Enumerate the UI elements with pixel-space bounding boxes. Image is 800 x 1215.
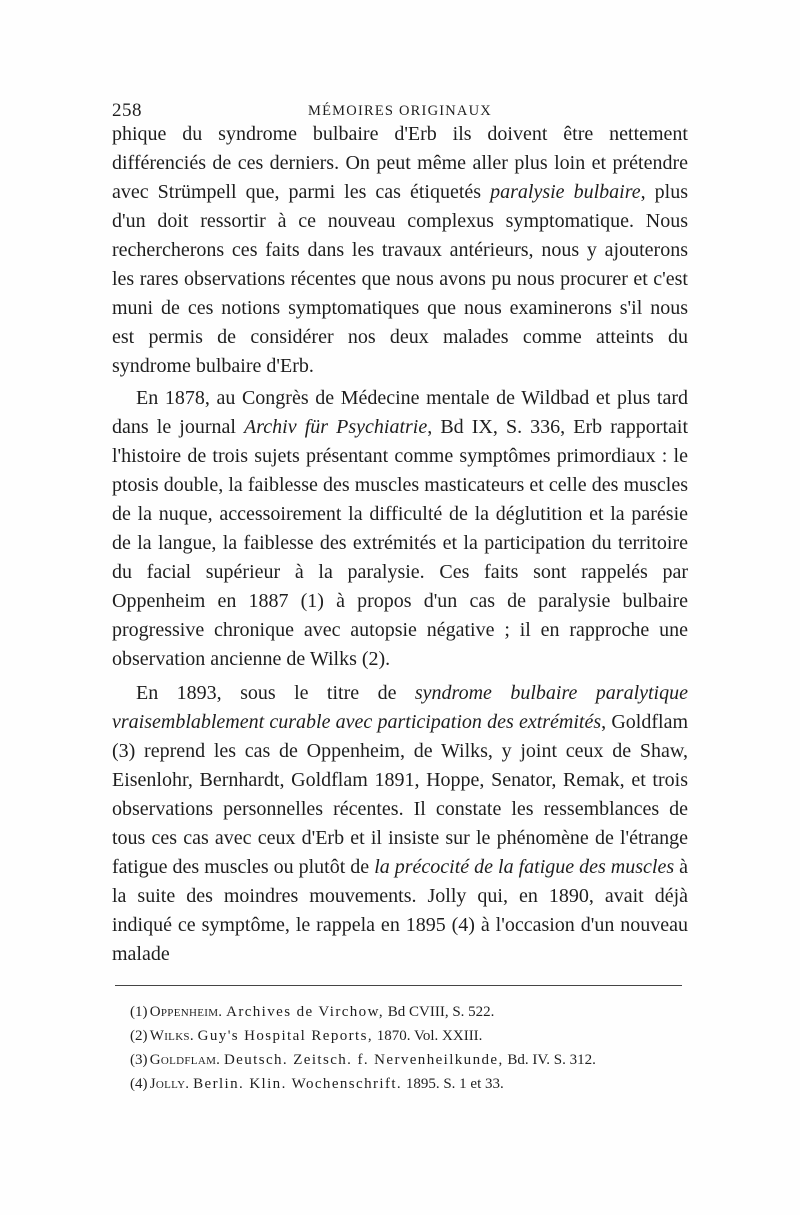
footnote-source: Archives de Virchow, <box>226 1004 384 1020</box>
footnote-number: (2) <box>130 1028 148 1044</box>
footnote-detail: 1895. S. 1 et 33. <box>405 1076 504 1092</box>
footnote <box>118 1048 684 1072</box>
paragraph-text: , plus d'un doit ressortir à ce nouveau complexus symptomatique. Nous rechercherons ces faits dans les travaux antérieurs, nous y ajouterons les rares observations récentes que nous avons pu nous procurer et c'est muni de ces notions symptomatiques que nous examinerons s'il nous est permis de considérer nos deux malades comme atteints du syndrome bulbaire d'Erb. <box>112 181 688 377</box>
footnote-author: Wilks. <box>149 1028 194 1044</box>
running-title: MÉMOIRES ORIGINAUX <box>308 103 492 119</box>
paragraph-2 <box>112 384 688 674</box>
page-number: 258 <box>112 100 142 121</box>
footnote-author: Goldflam. <box>149 1052 221 1068</box>
main-text <box>112 120 688 969</box>
footnote-source: Guy's Hospital Reports, <box>197 1028 373 1044</box>
footnote-number: (4) <box>130 1076 148 1092</box>
footnote-author: Jolly. <box>149 1076 190 1092</box>
paragraph-text: phique du syndrome bulbaire d'Erb ils doivent être nettement différenciés de ces derniers. On peut même aller plus loin et prétendre avec Strümpell que, parmi les cas étiquetés <box>112 123 688 203</box>
paragraph-text: En 1878, au Congrès de Médecine mentale de Wildbad et plus tard dans le journal <box>112 387 688 438</box>
footnote <box>118 1072 684 1096</box>
footnote-number: (1) <box>130 1004 148 1020</box>
italic-phrase: la précocité de la fatigue des muscles <box>374 856 675 878</box>
footnote-detail: Bd. IV. S. 312. <box>507 1052 596 1068</box>
paragraph-text: En 1893, sous le titre de <box>136 682 415 704</box>
paragraph-text: , Goldflam (3) reprend les cas de Oppenheim, de Wilks, y joint ceux de Shaw, Eisenlohr, Bernhardt, Goldflam 1891, Hoppe, Senator, Remak, et trois observations personnelles récentes. Il constate les ressemblances de tous ces cas avec ceux d'Erb et il insiste sur le phénomène de l'étrange fatigue des muscles ou plutôt de <box>112 711 688 878</box>
paragraph-text: à la suite des moindres mouvements. Jolly qui, en 1890, avait déjà indiqué ce symptôme, le rappela en 1895 (4) à l'occasion d'un nouveau malade <box>112 856 689 965</box>
footnote-detail: 1870. Vol. XXIII. <box>376 1028 483 1044</box>
footnote-source: Berlin. Klin. Wochenschrift. <box>193 1076 403 1092</box>
paragraph-text: , Bd IX, S. 336, Erb rapportait l'histoire de trois sujets présentant comme symptômes primordiaux : le ptosis double, la faiblesse des muscles masticateurs et celle des muscles de la nuque, accessoirement la difficulté de la déglutition et la parésie de la langue, la faiblesse des extrémités et la participation du territoire du facial supérieur à la paralysie. Ces faits sont rappelés par Oppenheim en 1887 (1) à propos d'un cas de paralysie bulbaire progressive chronique avec autopsie négative ; il en rapproche une observation ancienne de Wilks (2). <box>112 416 689 670</box>
footnote-detail: Bd CVIII, S. 522. <box>387 1004 495 1020</box>
footnote <box>118 1000 684 1024</box>
footnotes <box>118 1000 684 1096</box>
paragraph-3 <box>112 679 688 969</box>
italic-term: paralysie bulbaire <box>490 181 641 203</box>
page-header <box>112 100 688 122</box>
footnote <box>118 1024 684 1048</box>
paragraph-1 <box>112 120 688 381</box>
footnote-author: Oppenheim. <box>149 1004 223 1020</box>
footnote-source: Deutsch. Zeitsch. f. Nervenheilkunde, <box>223 1052 504 1068</box>
footnote-number: (3) <box>130 1052 148 1068</box>
italic-title: syndrome bulbaire paralytique vraisemblablement curable avec participation des extrémités <box>112 682 688 733</box>
journal-title: Archiv für Psychiatrie <box>244 416 428 438</box>
footnote-divider <box>115 985 682 986</box>
